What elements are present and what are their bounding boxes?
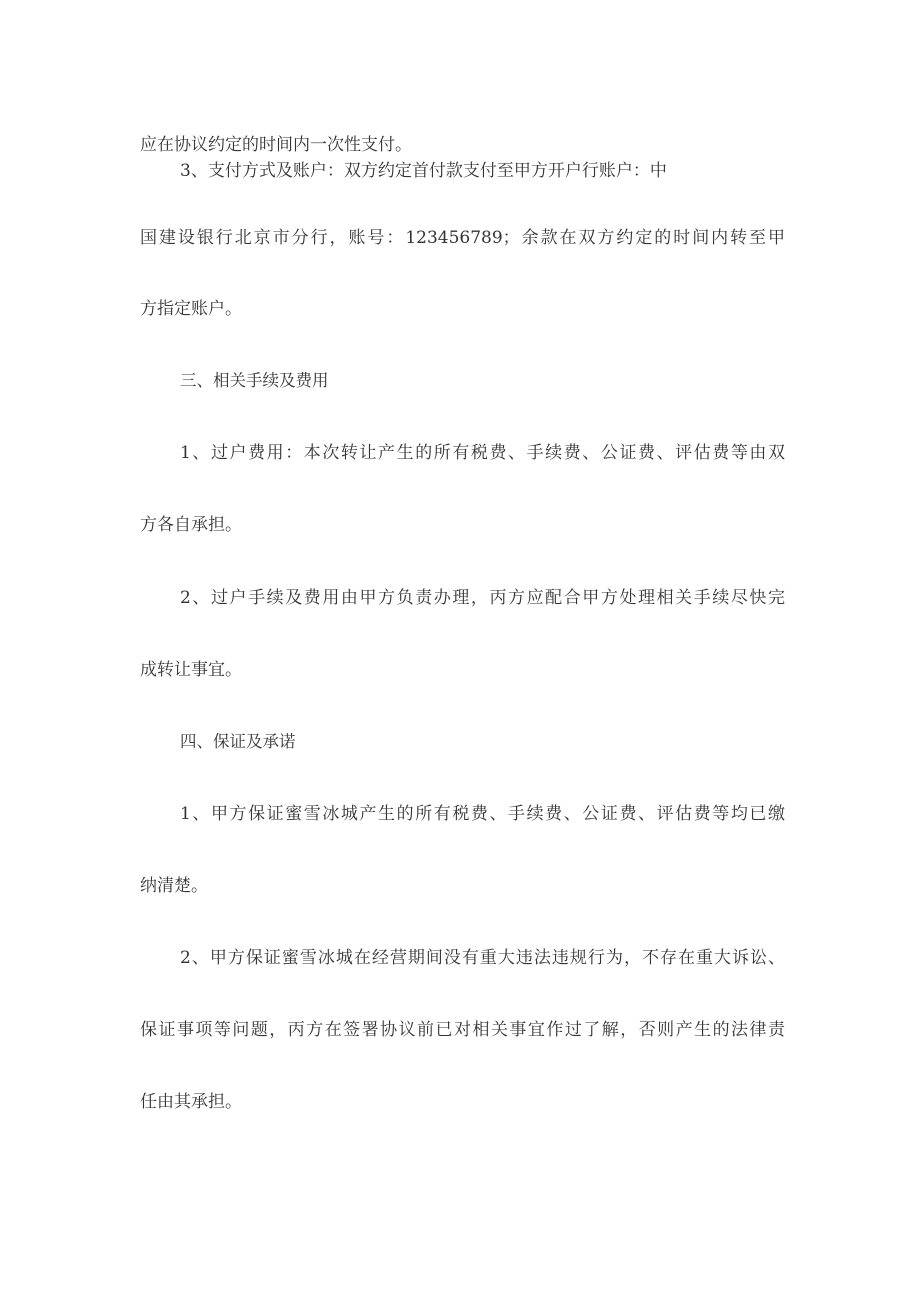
- paragraph-line: 方各自承担。: [140, 515, 242, 535]
- paragraph-line: 方指定账户。: [140, 299, 242, 319]
- clause-3-payment-method-line: 3、支付方式及账户：双方约定首付款支付至甲方开户行账户：中: [180, 161, 667, 181]
- clause-2-guarantee-line: 2、甲方保证蜜雪冰城在经营期间没有重大违法违规行为，不存在重大诉讼、: [180, 948, 785, 968]
- clause-1-guarantee-line: 1、甲方保证蜜雪冰城产生的所有税费、手续费、公证费、评估费等均已缴: [180, 804, 785, 824]
- clause-2-procedures-line: 2、过户手续及费用由甲方负责办理，丙方应配合甲方处理相关手续尽快完: [180, 588, 785, 608]
- paragraph-line: 国建设银行北京市分行，账号：123456789；余款在双方约定的时间内转至甲: [140, 228, 785, 248]
- clause-1-transfer-fee-line: 1、过户费用：本次转让产生的所有税费、手续费、公证费、评估费等由双: [180, 443, 785, 463]
- section-heading-fees: 三、相关手续及费用: [180, 371, 329, 390]
- paragraph-line: 纳清楚。: [140, 876, 208, 896]
- paragraph-line: 保证事项等问题，丙方在签署协议前已对相关事宜作过了解，否则产生的法律责: [140, 1020, 785, 1040]
- section-heading-guarantees: 四、保证及承诺: [180, 732, 296, 751]
- paragraph-line: 成转让事宜。: [140, 660, 242, 680]
- paragraph-line: 应在协议约定的时间内一次性支付。: [140, 135, 412, 155]
- paragraph-line: 任由其承担。: [140, 1092, 242, 1112]
